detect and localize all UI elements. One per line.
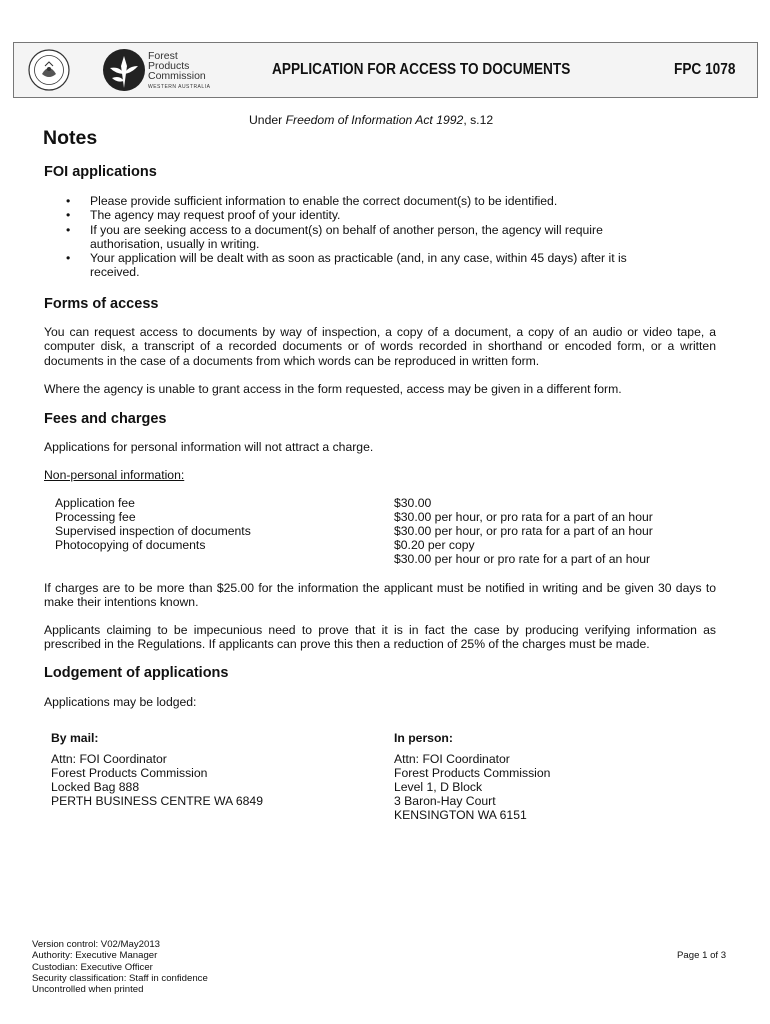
lodgement-intro: Applications may be lodged: <box>44 695 197 709</box>
foi-heading: FOI applications <box>44 164 157 180</box>
footer-line: Custodian: Executive Officer <box>32 961 153 973</box>
fees-heading: Fees and charges <box>44 411 167 427</box>
address-line: 3 Baron-Hay Court <box>394 794 496 808</box>
logo-line: Commission <box>148 70 206 82</box>
page-number: Page 1 of 3 <box>677 950 727 961</box>
fee-value: $0.20 per copy <box>394 538 475 552</box>
subtitle <box>249 113 493 127</box>
foi-bullet-list <box>62 194 672 280</box>
address-line: Attn: FOI Coordinator <box>51 752 167 766</box>
list-item <box>62 194 672 208</box>
logo-subline: WESTERN AUSTRALIA <box>148 84 211 90</box>
document-control-footer <box>32 939 208 995</box>
fee-name: Photocopying of documents <box>55 538 206 552</box>
form-title: APPLICATION FOR ACCESS TO DOCUMENTS <box>272 61 571 78</box>
tree-icon <box>102 48 146 92</box>
list-item <box>62 223 672 252</box>
act-name: Freedom of Information Act 1992 <box>285 113 464 127</box>
fee-name: Processing fee <box>55 510 136 524</box>
fee-value: $30.00 per hour, or pro rata for a part of an hour <box>394 510 653 524</box>
bullet-icon: • <box>66 251 71 266</box>
lodgement-heading: Lodgement of applications <box>44 665 229 681</box>
personal-info-text: Applications for personal information will not attract a charge. <box>44 440 374 454</box>
bullet-icon: • <box>66 208 71 223</box>
address-line: PERTH BUSINESS CENTRE WA 6849 <box>51 794 263 808</box>
address-line: Forest Products Commission <box>51 766 208 780</box>
mail-address-block <box>51 731 263 808</box>
form-header <box>13 42 758 98</box>
address-line: Locked Bag 888 <box>51 780 140 794</box>
bullet-text: If you are seeking access to a document(s) on behalf of another person, the agency will require authorisation, usually in writing. <box>90 222 603 251</box>
logo-line: Forest <box>148 50 178 62</box>
bullet-text: The agency may request proof of your identity. <box>90 208 341 223</box>
fee-name: Supervised inspection of documents <box>55 524 251 538</box>
list-item <box>62 208 672 222</box>
bullet-text: Please provide sufficient information to enable the correct document(s) to be identified. <box>90 194 558 208</box>
fee-name: Application fee <box>55 496 135 510</box>
address-line: Level 1, D Block <box>394 780 483 794</box>
bullet-icon: • <box>66 194 71 208</box>
list-item <box>62 251 672 280</box>
forms-paragraph: You can request access to documents by way of inspection, a copy of a document, a copy of an audio or video tape, a computer disk, a transcript of a recorded documents or of words recorded in shorthand or encoded form, or a written documents in the case of a documents from which words can be reproduced in written form. <box>44 325 716 368</box>
form-code: FPC 1078 <box>674 61 736 78</box>
fee-value: $30.00 per hour or pro rate for a part of an hour <box>394 552 651 566</box>
fee-value: $30.00 <box>394 496 432 510</box>
footer-line: Security classification: Staff in confidence <box>32 972 208 984</box>
impecunious-paragraph: Applicants claiming to be impecunious need to prove that it is in fact the case by producing verifying information as prescribed in the Regulations. If applicants can prove this then a reduction of 25% of the charges must be made. <box>44 623 716 652</box>
subtitle-prefix: Under <box>249 113 286 127</box>
non-personal-label: Non-personal information: <box>44 468 185 482</box>
address-line: KENSINGTON WA 6151 <box>394 808 527 822</box>
address-line: Forest Products Commission <box>394 766 551 780</box>
in-person-heading: In person: <box>394 731 453 745</box>
address-line: Attn: FOI Coordinator <box>394 752 510 766</box>
forms-heading: Forms of access <box>44 296 159 312</box>
subtitle-suffix: , s.12 <box>463 113 494 127</box>
logo-line: Products <box>148 60 190 72</box>
fpc-logo <box>102 48 212 94</box>
bullet-text: Your application will be dealt with as soon as practicable (and, in any case, within 45 days) after it is received. <box>90 251 627 280</box>
mail-heading: By mail: <box>51 731 99 745</box>
footer-line: Authority: Executive Manager <box>32 950 158 962</box>
charges-notice-paragraph: If charges are to be more than $25.00 for the information the applicant must be notified in writing and be given 30 days to make their intentions known. <box>44 581 716 610</box>
notes-heading: Notes <box>43 127 98 149</box>
bullet-icon: • <box>66 222 71 237</box>
forms-paragraph-2: Where the agency is unable to grant access in the form requested, access may be given in a different form. <box>44 382 622 396</box>
fee-value: $30.00 per hour, or pro rata for a part of an hour <box>394 524 653 538</box>
footer-line: Version control: V02/May2013 <box>32 939 160 950</box>
wa-government-crest-icon <box>28 49 70 91</box>
footer-line: Uncontrolled when printed <box>32 984 144 996</box>
in-person-address-block <box>394 731 550 822</box>
